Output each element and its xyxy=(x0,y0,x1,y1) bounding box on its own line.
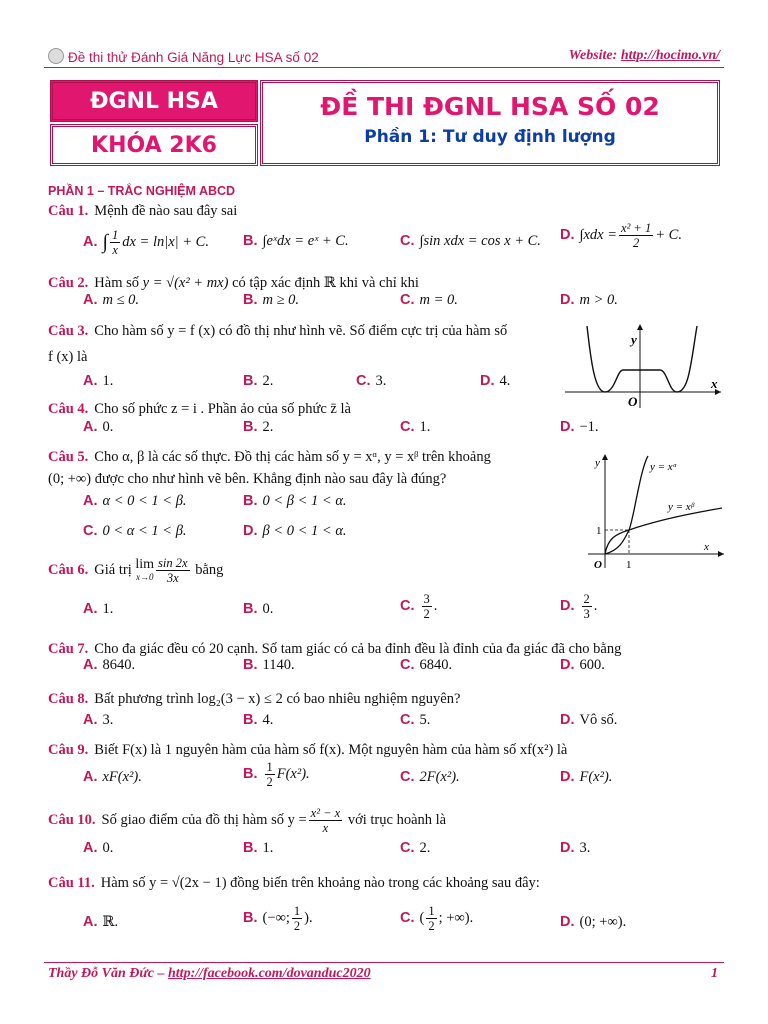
q1-option-a[interactable]: A. ∫ $\frac{1}{x}$ dx = ln|x| + C. xyxy=(83,228,209,257)
q1-option-b[interactable]: B. ∫eˣdx = eˣ + C. xyxy=(243,233,349,249)
q5-option-d[interactable]: D. β < 0 < 1 < α. xyxy=(243,523,347,539)
q11-option-a[interactable]: A. ℝ. xyxy=(83,914,119,930)
q8-option-b[interactable]: B. 4. xyxy=(243,712,274,728)
question-3-cont: f (x) là xyxy=(48,349,88,365)
q1-option-d[interactable]: D. ∫xdx = $\frac{\text{x² + 1}}{2}$ + C. xyxy=(560,221,682,250)
q5-option-b[interactable]: B. 0 < β < 1 < α. xyxy=(243,493,347,509)
banner-title-box xyxy=(260,80,720,166)
q3-origin-label: O xyxy=(628,394,638,409)
q5-y-label: y xyxy=(595,457,600,469)
q3-option-a[interactable]: A. 1. xyxy=(83,373,114,389)
question-1: Câu 1. Mệnh đề nào sau đây sai xyxy=(48,203,238,219)
facebook-link[interactable]: http://facebook.com/dovanduc2020 xyxy=(168,966,371,981)
q5-option-c[interactable]: C. 0 < α < 1 < β. xyxy=(83,523,187,539)
q5-beta-label: y = xᵝ xyxy=(668,501,694,513)
q5-tick-y1: 1 xyxy=(596,525,602,537)
question-4: Câu 4. Cho số phức z = i . Phần ảo của số phức z̄ là xyxy=(48,401,351,417)
q7-option-d[interactable]: D. 600. xyxy=(560,657,605,673)
q2-option-d[interactable]: D. m > 0. xyxy=(560,292,618,308)
q8-option-c[interactable]: C. 5. xyxy=(400,712,431,728)
question-3: Câu 3. Cho hàm số y = f (x) có đồ thị như hình vẽ. Số điểm cực trị của hàm số xyxy=(48,323,508,339)
q8-option-d[interactable]: D. Vô số. xyxy=(560,712,618,728)
page-number: 1 xyxy=(711,966,718,981)
q5-x-label: x xyxy=(704,541,709,553)
q9-option-c[interactable]: C. 2F(x²). xyxy=(400,769,460,785)
q2-option-c[interactable]: C. m = 0. xyxy=(400,292,458,308)
question-8: Câu 8. Bất phương trình log₂(3 − x) ≤ 2 có bao nhiêu nghiệm nguyên? xyxy=(48,691,461,707)
q10-option-c[interactable]: C. 2. xyxy=(400,840,431,856)
q3-function-graph xyxy=(565,322,725,410)
q10-option-d[interactable]: D. 3. xyxy=(560,840,591,856)
question-9: Câu 9. Biết F(x) là 1 nguyên hàm của hàm số f(x). Một nguyên hàm của hàm số xf(x²) là xyxy=(48,742,568,758)
q10-option-a[interactable]: A. 0. xyxy=(83,840,114,856)
exam-subtitle: Phần 1: Tư duy định lượng xyxy=(364,127,616,147)
q7-option-a[interactable]: A. 8640. xyxy=(83,657,136,673)
q9-option-a[interactable]: A. xF(x²). xyxy=(83,769,142,785)
q11-option-c[interactable]: C. ( $\frac{1}{2}$ ; +∞). xyxy=(400,904,474,933)
header-website: Website: http://hocimo.vn/ xyxy=(568,48,720,63)
q3-y-label: y xyxy=(631,332,637,347)
q5-alpha-label: y = xᵅ xyxy=(650,461,678,473)
q2-option-b[interactable]: B. m ≥ 0. xyxy=(243,292,300,308)
footer-divider xyxy=(44,962,724,963)
q3-option-d[interactable]: D. 4. xyxy=(480,373,511,389)
exam-title: ĐỀ THI ĐGNL HSA SỐ 02 xyxy=(320,92,660,121)
q6-option-b[interactable]: B. 0. xyxy=(243,601,274,617)
q6-option-a[interactable]: A. 1. xyxy=(83,601,114,617)
q5-tick-x1: 1 xyxy=(626,559,632,571)
q3-x-label: x xyxy=(711,376,718,391)
q6-option-c[interactable]: C. $\frac{3}{2}$ . xyxy=(400,592,438,621)
q6-option-d[interactable]: D. $\frac{2}{3}$ . xyxy=(560,592,598,621)
q5-option-a[interactable]: A. α < 0 < 1 < β. xyxy=(83,493,187,509)
q3-option-c[interactable]: C. 3. xyxy=(356,373,387,389)
q9-option-b[interactable]: B. $\frac{1}{2}$ F(x²). xyxy=(243,760,310,789)
q7-option-b[interactable]: B. 1140. xyxy=(243,657,295,673)
question-5: Câu 5. Cho α, β là các số thực. Đồ thị các hàm số y = xᵅ, y = xᵝ trên khoảng xyxy=(48,449,491,465)
q5-function-graph xyxy=(578,450,728,572)
q5-origin-label: O xyxy=(594,559,602,571)
q1-option-c[interactable]: C. ∫sin xdx = cos x + C. xyxy=(400,233,541,249)
q3-option-b[interactable]: B. 2. xyxy=(243,373,274,389)
website-link[interactable]: http://hocimo.vn/ xyxy=(620,48,720,63)
q4-option-c[interactable]: C. 1. xyxy=(400,419,431,435)
question-10: Câu 10. Số giao điểm của đồ thị hàm số y = $\frac{\text{x² − x}}{x}$ với trục hoành là xyxy=(48,806,447,835)
q4-option-b[interactable]: B. 2. xyxy=(243,419,274,435)
section-heading: PHẦN 1 – TRẮC NGHIỆM ABCD xyxy=(48,184,236,198)
q10-option-b[interactable]: B. 1. xyxy=(243,840,274,856)
q2-option-a[interactable]: A. m ≤ 0. xyxy=(83,292,140,308)
question-2: Câu 2. Hàm số y = √(x² + mx) có tập xác định ℝ khi và chỉ khi xyxy=(48,275,419,291)
q8-option-a[interactable]: A. 3. xyxy=(83,712,114,728)
q11-option-d[interactable]: D. (0; +∞). xyxy=(560,914,627,930)
teacher-avatar-icon xyxy=(48,48,64,64)
footer-credit: Thầy Đỗ Văn Đức – http://facebook.com/dovanduc2020 xyxy=(48,966,371,981)
question-6: Câu 6. Giá trị lim x→0 $\frac{\sin 2x}{3x}$ bằng xyxy=(48,556,224,585)
q11-option-b[interactable]: B. (−∞; $\frac{1}{2}$ ). xyxy=(243,904,313,933)
header-divider xyxy=(44,67,724,68)
q4-option-a[interactable]: A. 0. xyxy=(83,419,114,435)
q9-option-d[interactable]: D. F(x²). xyxy=(560,769,613,785)
question-5-cont: (0; +∞) được cho như hình vẽ bên. Khẳng định nào sau đây là đúng? xyxy=(48,471,447,487)
q4-option-d[interactable]: D. −1. xyxy=(560,419,599,435)
question-7: Câu 7. Cho đa giác đều có 20 cạnh. Số tam giác có cả ba đỉnh đều là đỉnh của đa giác đã cho bằng xyxy=(48,641,622,657)
question-11: Câu 11. Hàm số y = √(2x − 1) đồng biến trên khoảng nào trong các khoảng sau đây: xyxy=(48,875,540,891)
q3-curve xyxy=(587,326,697,392)
banner-course-tag: ĐGNL HSA xyxy=(50,80,258,122)
header-title: Đề thi thử Đánh Giá Năng Lực HSA số 02 xyxy=(48,48,319,65)
banner-class-tag: KHÓA 2K6 xyxy=(50,124,258,166)
q7-option-c[interactable]: C. 6840. xyxy=(400,657,453,673)
